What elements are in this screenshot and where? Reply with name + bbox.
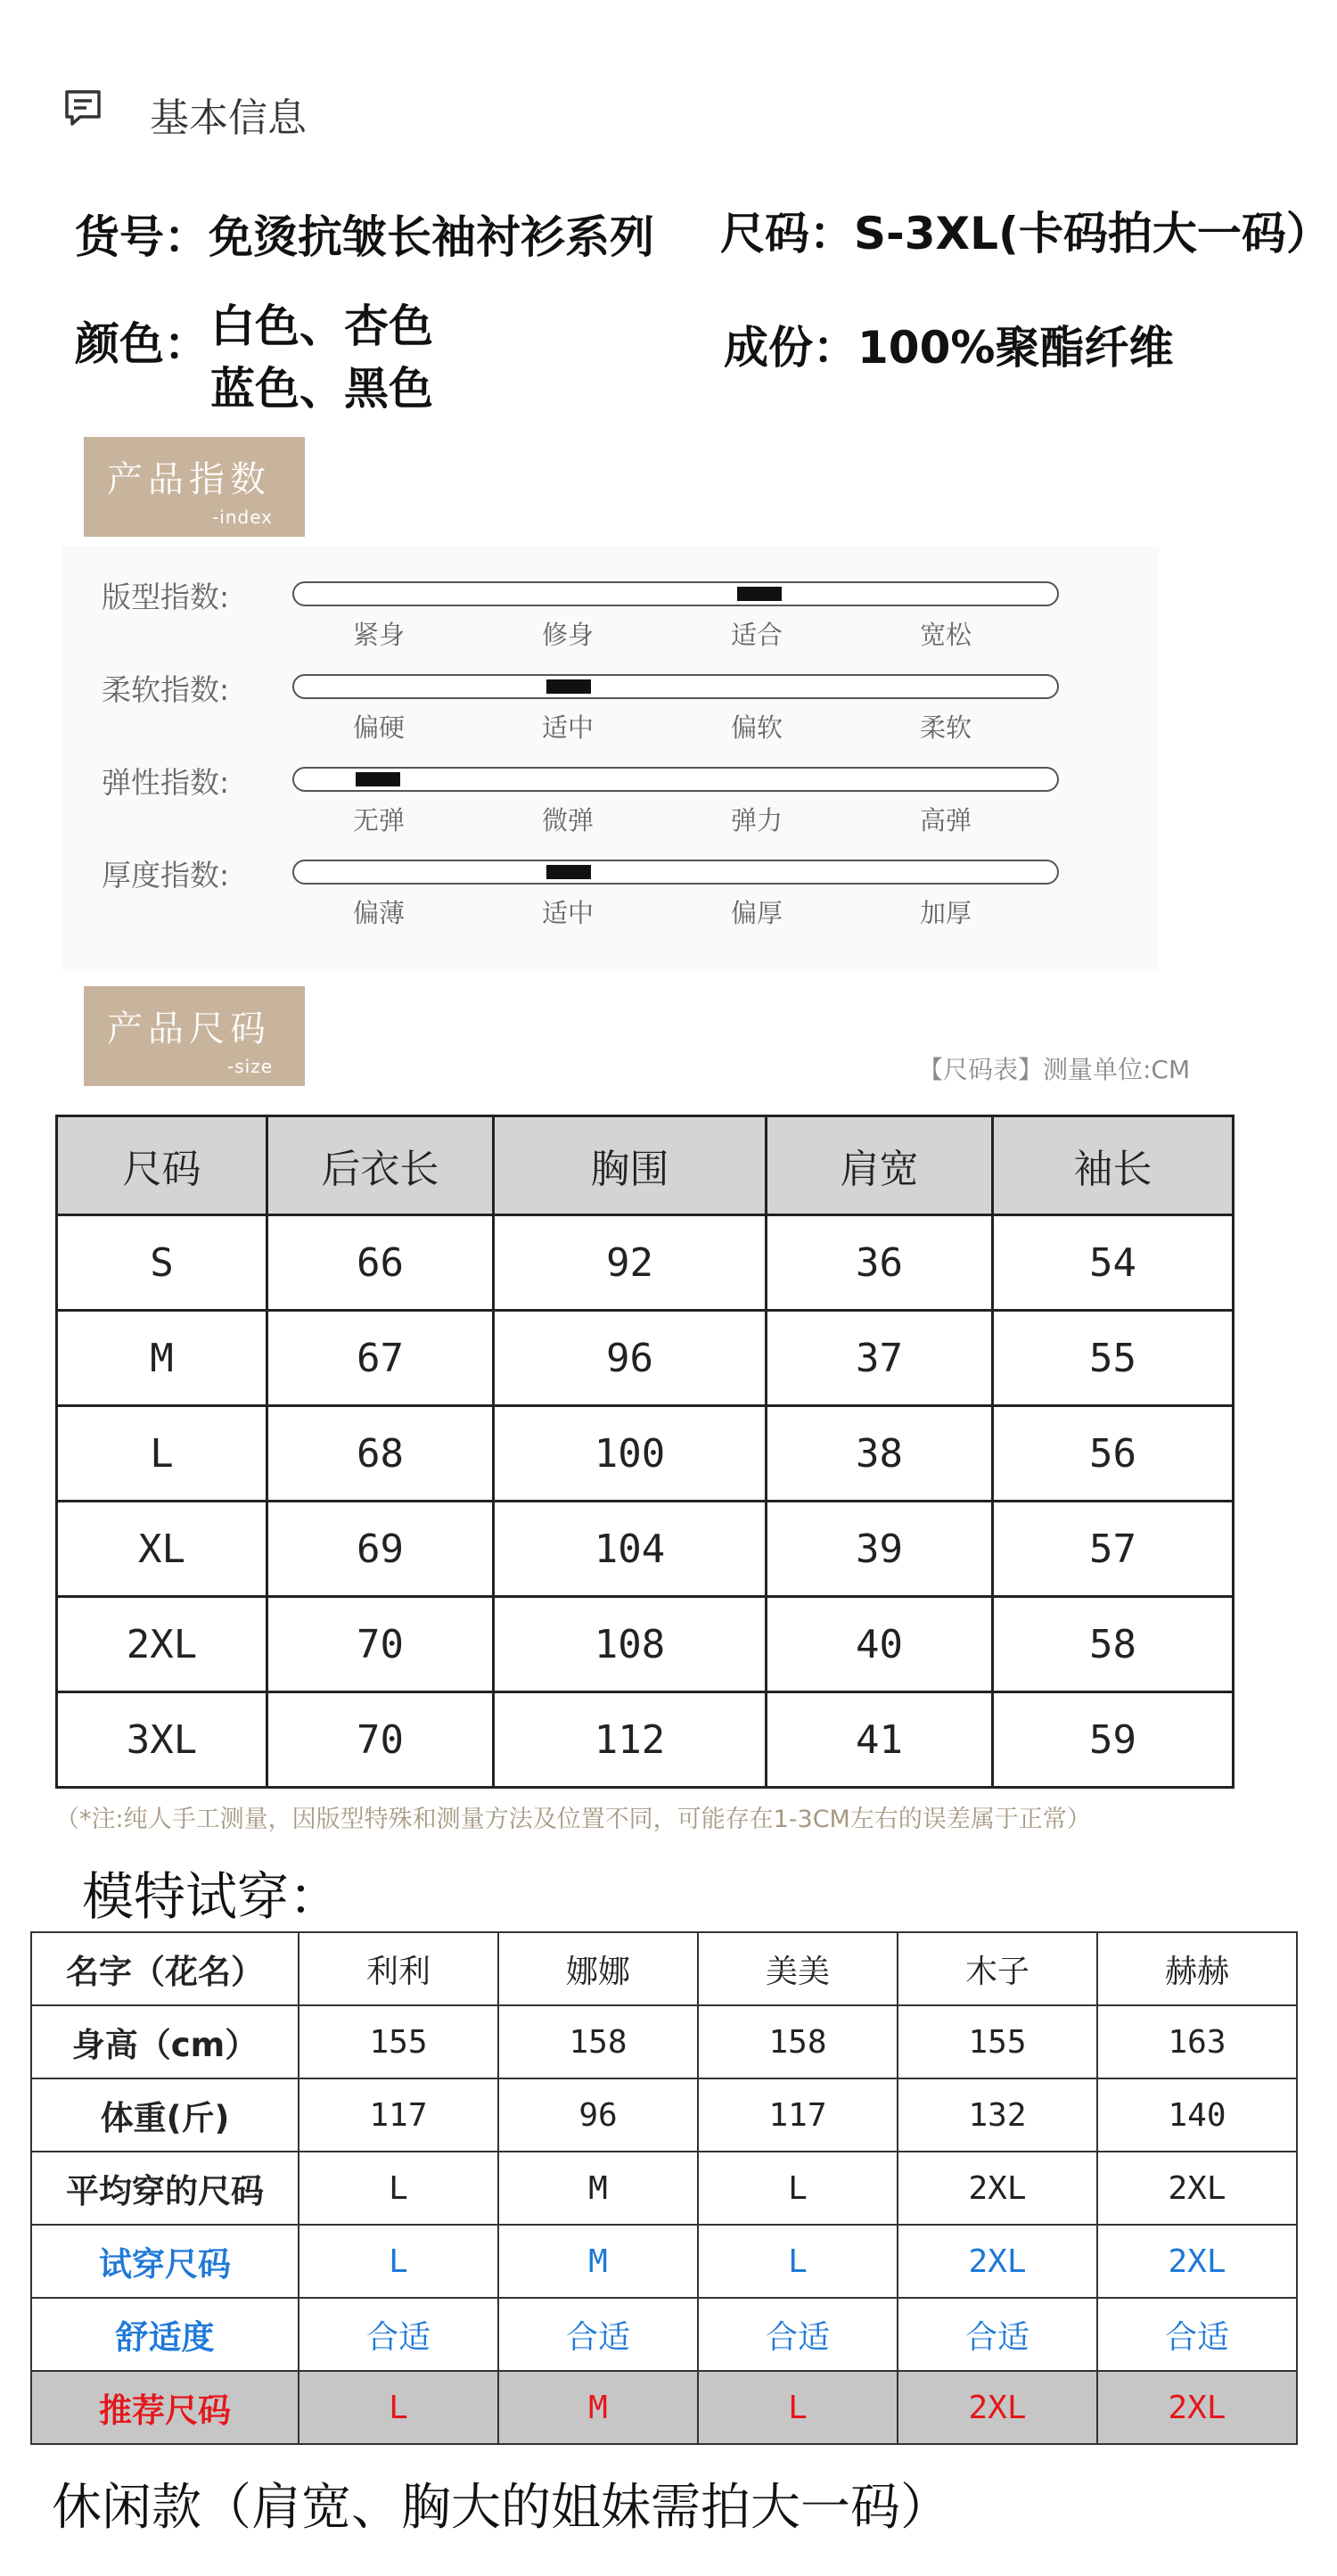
model-row: [31, 2298, 1297, 2371]
model-cell: 木子: [898, 1932, 1097, 2005]
model-row-label: 平均穿的尺码: [31, 2152, 299, 2225]
index-label: 弹性指数:: [102, 765, 230, 800]
size-cell: 3XL: [57, 1692, 267, 1788]
index-scale-label: 高弹: [920, 805, 972, 835]
index-scale-label: 适中: [542, 712, 595, 743]
index-label: 版型指数:: [102, 580, 230, 614]
model-cell: L: [698, 2371, 898, 2444]
model-cell: L: [299, 2371, 498, 2444]
model-cell: 合适: [898, 2298, 1097, 2371]
model-row-label: 名字（花名）: [31, 1932, 299, 2005]
model-cell: 利利: [299, 1932, 498, 2005]
index-label: 柔软指数:: [102, 672, 230, 707]
model-cell: L: [698, 2152, 898, 2225]
model-row-label: 身高（cm）: [31, 2005, 299, 2078]
size-header-cell: 尺码: [57, 1116, 267, 1215]
size-row: [57, 1502, 1234, 1597]
index-track: [292, 767, 1059, 792]
model-cell: 合适: [698, 2298, 898, 2371]
size-cell: 66: [267, 1215, 494, 1311]
size-row: [57, 1692, 1234, 1788]
section-title: 基本信息: [150, 95, 307, 141]
model-cell: 合适: [1097, 2298, 1297, 2371]
size-cell: XL: [57, 1502, 267, 1597]
size-row: [57, 1406, 1234, 1502]
index-scale-label: 柔软: [920, 712, 972, 743]
model-cell: 2XL: [1097, 2225, 1297, 2298]
model-cell: L: [698, 2225, 898, 2298]
size-cell: 56: [993, 1406, 1234, 1502]
size-cell: 108: [494, 1597, 767, 1692]
model-cell: 155: [898, 2005, 1097, 2078]
index-marker: [356, 772, 400, 786]
index-scale-label: 弹力: [731, 805, 783, 835]
model-row: [31, 1932, 1297, 2005]
model-title: 模特试穿：: [82, 1866, 341, 1927]
size-table: [55, 1115, 1234, 1789]
model-row: [31, 2152, 1297, 2225]
index-scale-label: 偏薄: [353, 898, 406, 928]
size-cell: S: [57, 1215, 267, 1311]
model-cell: 合适: [299, 2298, 498, 2371]
index-scale-label: 适中: [542, 898, 595, 928]
size-row: [57, 1215, 1234, 1311]
size-cell: 68: [267, 1406, 494, 1502]
size-cell: 92: [494, 1215, 767, 1311]
model-cell: 赫赫: [1097, 1932, 1297, 2005]
size-badge-sub: -size: [227, 1056, 273, 1077]
model-cell: 2XL: [1097, 2152, 1297, 2225]
bottom-note: 休闲款（肩宽、胸大的姐妹需拍大一码）: [52, 2479, 950, 2537]
index-track: [292, 860, 1059, 885]
model-cell: 2XL: [898, 2152, 1097, 2225]
index-scale-label: 无弹: [353, 805, 406, 835]
size-cell: 39: [767, 1502, 993, 1597]
size-cell: 58: [993, 1597, 1234, 1692]
size-cell: 69: [267, 1502, 494, 1597]
model-cell: 158: [698, 2005, 898, 2078]
model-cell: L: [299, 2225, 498, 2298]
index-scale-label: 修身: [542, 620, 595, 650]
index-panel: [62, 546, 1159, 972]
size-footnote: （*注:纯人手工测量，因版型特殊和测量方法及位置不同，可能存在1-3CM左右的误差属于正常）: [55, 1806, 1091, 1833]
index-scale-label: 适合: [731, 620, 783, 650]
size-row: [57, 1311, 1234, 1406]
model-cell: M: [498, 2225, 698, 2298]
index-scale-label: 微弹: [542, 805, 595, 835]
model-cell: 96: [498, 2078, 698, 2152]
model-cell: 合适: [498, 2298, 698, 2371]
index-marker: [546, 865, 591, 879]
color-line-1: 白色、杏色: [210, 300, 433, 352]
model-row-label: 体重(斤): [31, 2078, 299, 2152]
document-list-icon: [62, 87, 103, 128]
model-cell: 158: [498, 2005, 698, 2078]
size-cell: 70: [267, 1597, 494, 1692]
size-cell: 41: [767, 1692, 993, 1788]
model-cell: L: [299, 2152, 498, 2225]
index-marker: [737, 587, 782, 601]
size-cell: 54: [993, 1215, 1234, 1311]
size-badge-title: 产品尺码: [107, 1008, 271, 1049]
size-header-cell: 后衣长: [267, 1116, 494, 1215]
model-row: [31, 2371, 1297, 2444]
index-scale-label: 宽松: [920, 620, 972, 650]
model-cell: 2XL: [1097, 2371, 1297, 2444]
unit-note: 【尺码表】测量单位:CM: [918, 1055, 1191, 1084]
size-cell: 59: [993, 1692, 1234, 1788]
model-cell: 娜娜: [498, 1932, 698, 2005]
model-cell: M: [498, 2152, 698, 2225]
model-row: [31, 2005, 1297, 2078]
size-header-cell: 肩宽: [767, 1116, 993, 1215]
size-cell: 67: [267, 1311, 494, 1406]
model-row: [31, 2225, 1297, 2298]
material: 成份：100%聚酯纤维: [724, 322, 1174, 374]
size-cell: 96: [494, 1311, 767, 1406]
size-cell: M: [57, 1311, 267, 1406]
model-row: [31, 2078, 1297, 2152]
index-badge: [84, 437, 305, 537]
size-cell: 38: [767, 1406, 993, 1502]
size-cell: 40: [767, 1597, 993, 1692]
size-cell: 37: [767, 1311, 993, 1406]
size-range: 尺码：S-3XL(卡码拍大一码）: [720, 208, 1331, 259]
size-cell: 55: [993, 1311, 1234, 1406]
model-cell: 155: [299, 2005, 498, 2078]
size-row: [57, 1597, 1234, 1692]
model-row-label: 舒适度: [31, 2298, 299, 2371]
size-cell: 36: [767, 1215, 993, 1311]
model-cell: M: [498, 2371, 698, 2444]
model-cell: 117: [698, 2078, 898, 2152]
model-cell: 2XL: [898, 2225, 1097, 2298]
color-label: 颜色：: [75, 318, 209, 370]
model-cell: 163: [1097, 2005, 1297, 2078]
index-scale-label: 偏厚: [731, 898, 783, 928]
index-marker: [546, 679, 591, 694]
size-cell: 57: [993, 1502, 1234, 1597]
size-cell: 100: [494, 1406, 767, 1502]
model-cell: 美美: [698, 1932, 898, 2005]
model-row-label: 试穿尺码: [31, 2225, 299, 2298]
model-row-label: 推荐尺码: [31, 2371, 299, 2444]
item-number: 货号：免烫抗皱长袖衬衫系列: [75, 211, 654, 263]
size-cell: 2XL: [57, 1597, 267, 1692]
index-scale-label: 加厚: [920, 898, 972, 928]
size-cell: 112: [494, 1692, 767, 1788]
size-cell: 70: [267, 1692, 494, 1788]
index-scale-label: 偏软: [731, 712, 783, 743]
size-cell: L: [57, 1406, 267, 1502]
index-badge-sub: -index: [212, 506, 273, 528]
model-cell: 132: [898, 2078, 1097, 2152]
index-badge-title: 产品指数: [107, 459, 271, 500]
size-cell: 104: [494, 1502, 767, 1597]
size-badge: [84, 986, 305, 1086]
index-scale-label: 偏硬: [353, 712, 406, 743]
model-fit-table: [30, 1931, 1298, 2445]
index-scale-label: 紧身: [353, 620, 406, 650]
model-cell: 2XL: [898, 2371, 1097, 2444]
index-label: 厚度指数:: [102, 858, 230, 893]
model-cell: 117: [299, 2078, 498, 2152]
size-header-cell: 胸围: [494, 1116, 767, 1215]
model-cell: 140: [1097, 2078, 1297, 2152]
size-header-cell: 袖长: [993, 1116, 1234, 1215]
index-track: [292, 674, 1059, 699]
color-line-2: 蓝色、黑色: [210, 363, 433, 415]
index-track: [292, 581, 1059, 606]
